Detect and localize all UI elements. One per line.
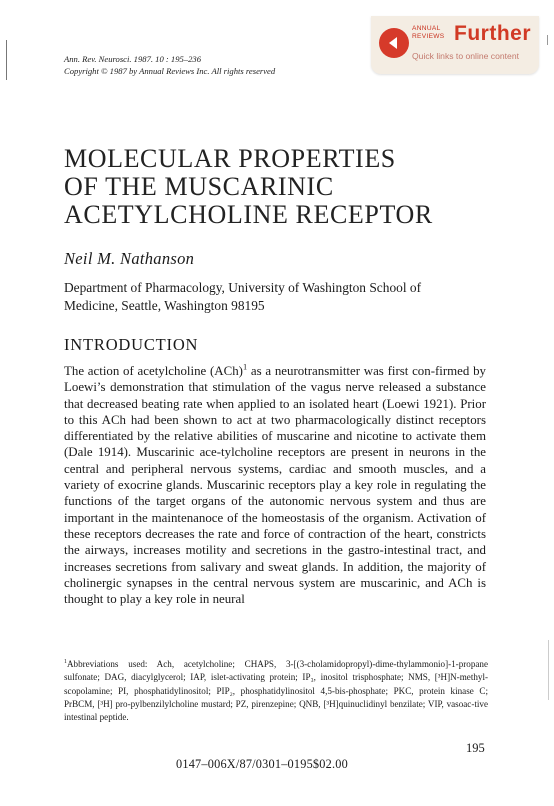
title-line: OF THE MUSCARINIC	[64, 172, 334, 201]
scan-mark	[548, 640, 549, 700]
intro-paragraph	[64, 363, 486, 607]
intro-text: as a neurotransmitter was first con-firmed by Loewi’s demonstration that stimulation of the vagus nerve released a substance that decreased beating rate when applied to an isolated heart (Loewi 1921). Prior to this ACh had been shown to act at two pharmacologically distinct receptors differentiated by the relative abilities of muscarine and nicotine to activate them (Dale 1914). Muscarinic ace-tylcholine receptors are present in neurons in the central and peripheral nervous systems, cardiac and smooth muscles, and a variety of exocrine glands. Muscarinic receptors play a key role in regulating the functions of the target organs of the autonomic nervous system and thus are important in the maintenanoce of the homeostasis of the organism. Activation of these receptors decreases the rate and force of contraction of the heart, constricts the airways, increases motility and secretions in the gastro-intestinal tract, and increases secretions from salivary and sweat glands. In addition, the majority of cholinergic synapses in the central nervous system are muscarinic, and ACh is thought to play a key role in neural	[64, 364, 486, 607]
badge-quick-links[interactable]: Quick links to online content	[412, 51, 520, 61]
title-line: ACETYLCHOLINE RECEPTOR	[64, 200, 433, 229]
footnote-text: Abbreviations used: Ach, acetylcholine; CHAPS, 3-[(3-cholamidopropyl)-dime-thylammonio]-1-propane sulfonate; DAG, diacylglycerol; IAP, islet-activating protein; IP₃, inositol trisphosphate; NMS, [³H]N-methyl-scopolamine; PI, phosphatidylinositol; PIP₂, phosphatidylinositol 4,5-bis-phosphate; PKC, protein kinase C; PrBCM, [³H] pro-pylbenzilylcholine mustard; PZ, pirenzepine; QNB, [³H]quinuclidinyl benzilate; VIP, vasoac-tive intestinal peptide.	[64, 659, 488, 723]
article-title	[64, 145, 433, 229]
section-heading: INTRODUCTION	[64, 335, 199, 354]
badge-annual-text: ANNUAL	[412, 25, 441, 32]
affiliation-line: Department of Pharmacology, University of Washington School of	[64, 280, 422, 295]
title-line: MOLECULAR PROPERTIES	[64, 144, 396, 173]
footnote-ref[interactable]: 1	[242, 362, 248, 372]
article-code: 0147–006X/87/0301–0195$02.00	[176, 757, 348, 771]
margin-rule	[6, 40, 7, 80]
affiliation-line: Medicine, Seattle, Washington 98195	[64, 297, 265, 313]
author-name: Neil M. Nathanson	[64, 249, 195, 268]
badge-circle[interactable]	[379, 28, 409, 58]
footnote-marker: 1	[64, 658, 67, 665]
intro-text: The action of acetylcholine (ACh)	[64, 364, 243, 378]
journal-line: Ann. Rev. Neurosci. 1987. 10 : 195–236	[64, 54, 201, 64]
author-affiliation	[64, 279, 484, 314]
further-badge[interactable]	[371, 16, 539, 74]
arrow-left-icon	[386, 35, 402, 51]
footnote	[64, 658, 488, 724]
copyright-line: Copyright © 1987 by Annual Reviews Inc. All rights reserved	[64, 66, 276, 76]
badge-reviews-text: REVIEWS	[412, 32, 445, 40]
journal-citation	[64, 53, 275, 77]
badge-annual-reviews	[412, 25, 445, 40]
badge-further-text[interactable]: Further	[454, 22, 531, 45]
page-number: 195	[466, 741, 485, 755]
scan-mark	[547, 35, 548, 45]
